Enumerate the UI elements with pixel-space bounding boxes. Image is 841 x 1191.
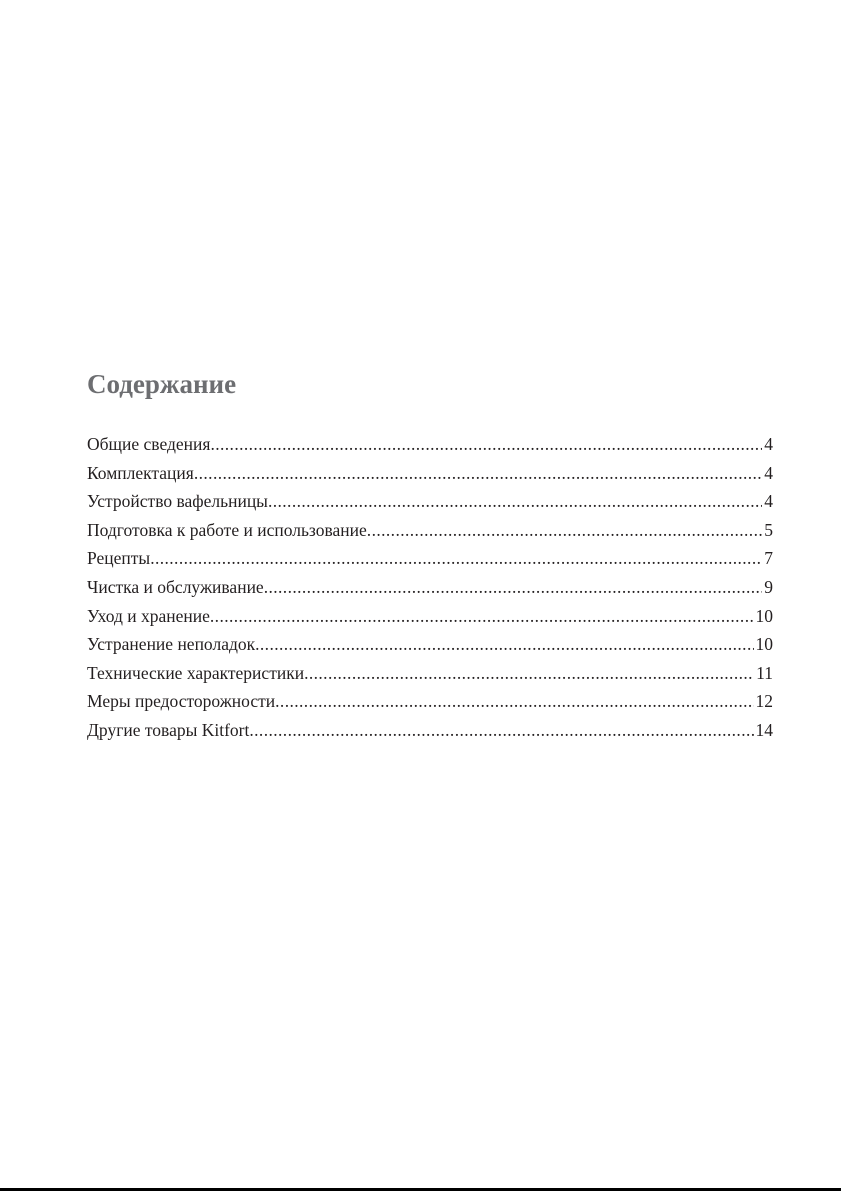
dot-leader	[150, 546, 762, 570]
dot-leader	[255, 632, 753, 656]
toc-entry-general-info[interactable]	[87, 432, 773, 461]
toc-entry-title: Общие сведения	[87, 434, 211, 454]
toc-entry-page: 4	[764, 462, 773, 483]
table-of-contents	[87, 432, 773, 747]
toc-entry-safety[interactable]	[87, 689, 773, 718]
toc-entry-page: 10	[755, 634, 773, 655]
toc-entry-page: 10	[755, 605, 773, 626]
dot-leader	[249, 718, 753, 742]
toc-entry-title: Подготовка к работе и использование	[87, 519, 367, 540]
toc-entry-title: Устройство вафельницы	[87, 491, 268, 512]
toc-entry-recipes[interactable]	[87, 546, 773, 575]
toc-entry-page: 7	[764, 548, 773, 569]
toc-entry-other-products[interactable]	[87, 718, 773, 747]
dot-leader	[194, 461, 762, 485]
toc-entry-page: 12	[755, 691, 773, 712]
toc-entry-title: Уход и хранение	[87, 605, 210, 626]
toc-entry-specifications[interactable]	[87, 661, 773, 690]
dot-leader	[304, 661, 754, 685]
toc-entry-title: Комплектация	[87, 462, 194, 483]
dot-leader	[264, 575, 763, 599]
toc-entry-title: Меры предосторожности	[87, 691, 276, 712]
toc-entry-troubleshooting[interactable]	[87, 632, 773, 661]
dot-leader	[210, 432, 762, 456]
dot-leader	[210, 604, 754, 628]
toc-entry-cleaning-maintenance[interactable]	[87, 575, 773, 604]
toc-entry-package-contents[interactable]	[87, 461, 773, 490]
toc-entry-page: 4	[764, 491, 773, 512]
toc-entry-page: 14	[755, 719, 773, 740]
toc-entry-preparation-and-use[interactable]	[87, 518, 773, 547]
toc-entry-page: 5	[764, 519, 773, 540]
toc-entry-title: Технические характеристики	[87, 662, 305, 683]
toc-entry-title: Рецепты	[87, 548, 151, 569]
toc-entry-title: Другие товары Kitfort	[87, 719, 250, 740]
toc-entry-title: Чистка и обслуживание	[87, 576, 264, 597]
toc-heading: Содержание	[87, 369, 237, 399]
toc-entry-title: Устранение неполадок	[87, 634, 256, 655]
toc-entry-page: 9	[764, 576, 773, 597]
toc-entry-device-layout[interactable]	[87, 489, 773, 518]
dot-leader	[367, 518, 762, 542]
toc-entry-page: 11	[756, 662, 773, 683]
dot-leader	[268, 489, 762, 513]
toc-entry-page: 4	[764, 434, 773, 454]
dot-leader	[275, 689, 753, 713]
toc-entry-care-storage[interactable]	[87, 604, 773, 633]
